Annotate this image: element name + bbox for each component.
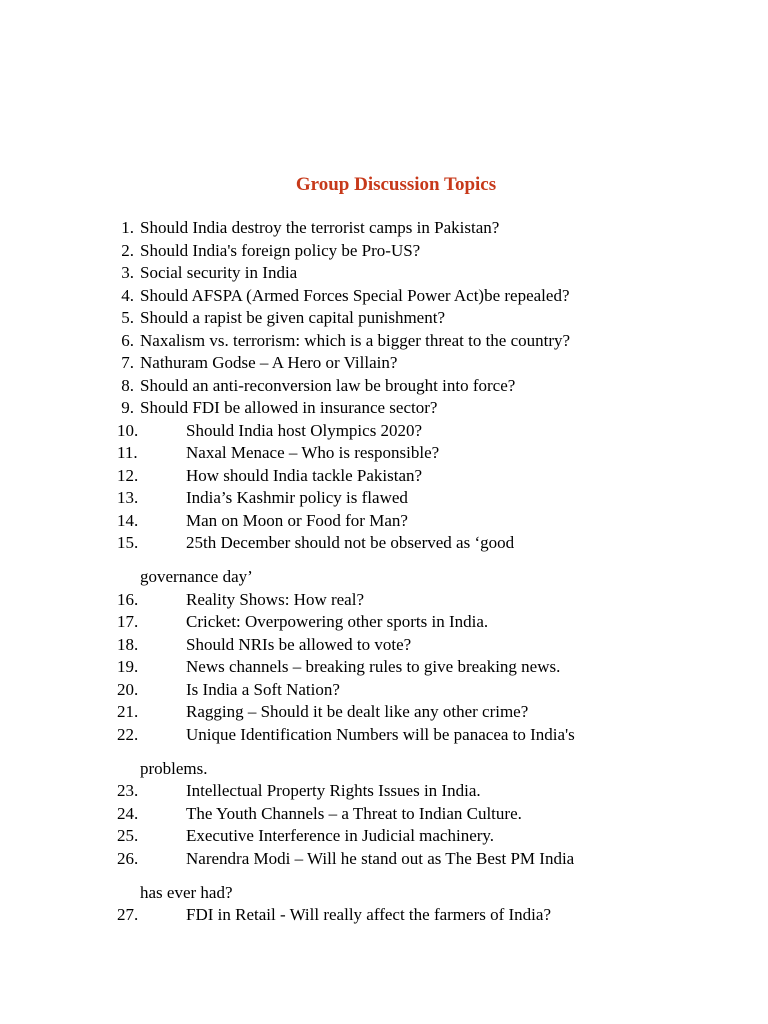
list-item-text: Is India a Soft Nation?: [186, 679, 340, 699]
list-item-number: 19.: [117, 657, 139, 676]
list-item-text: Should India's foreign policy be Pro-US?: [140, 240, 421, 260]
list-item-number: 2.: [121, 240, 134, 260]
list-item-number: 24.: [117, 803, 139, 823]
list-item-text: Should AFSPA (Armed Forces Special Power Act)be repealed?: [140, 285, 570, 305]
list-item-number: 7.: [121, 353, 134, 372]
list-item-text: Reality Shows: How real?: [186, 589, 364, 609]
list-item-number: 22.: [117, 724, 139, 744]
list-item-number: 12.: [117, 465, 139, 485]
list-item-continuation: has ever had?: [140, 882, 233, 902]
list-item-number: 8.: [121, 375, 134, 395]
list-item-text: 25th December should not be observed as ‘good: [186, 533, 515, 552]
list-item-number: 27.: [117, 905, 139, 924]
list-item-number: 9.: [121, 398, 134, 417]
list-item-number: 23.: [117, 781, 139, 800]
list-item-number: 6.: [121, 330, 134, 350]
list-item-text: Nathuram Godse – A Hero or Villain?: [140, 353, 398, 372]
list-item-number: 1.: [121, 218, 134, 237]
list-item-text: Naxal Menace – Who is responsible?: [186, 443, 440, 462]
list-item-number: 18.: [117, 634, 139, 654]
list-item-text: Naxalism vs. terrorism: which is a bigger threat to the country?: [140, 330, 571, 350]
list-item-number: 15.: [117, 533, 139, 552]
list-item-text: Social security in India: [140, 263, 298, 282]
list-item-text: Intellectual Property Rights Issues in India.: [186, 781, 481, 800]
list-item-text: Should an anti-reconversion law be brought into force?: [140, 375, 516, 395]
list-item-number: 3.: [121, 263, 134, 282]
list-item-number: 10.: [117, 420, 139, 440]
list-item-number: 16.: [117, 589, 139, 609]
list-item-continuation: governance day’: [140, 567, 253, 586]
list-item-text: Should NRIs be allowed to vote?: [186, 634, 412, 654]
list-item-number: 5.: [121, 308, 134, 327]
list-item-text: Man on Moon or Food for Man?: [186, 510, 408, 530]
list-item-text: India’s Kashmir policy is flawed: [186, 488, 408, 507]
list-item-number: 14.: [117, 510, 139, 530]
list-item-text: News channels – breaking rules to give breaking news.: [186, 657, 561, 676]
list-item-number: 11.: [117, 443, 138, 462]
list-item-number: 26.: [117, 848, 139, 868]
list-item-text: Unique Identification Numbers will be panacea to India's: [186, 724, 575, 744]
list-item-text: Ragging – Should it be dealt like any other crime?: [186, 702, 529, 721]
list-item-continuation: problems.: [140, 758, 208, 778]
list-item-number: 17.: [117, 612, 139, 631]
list-item-text: FDI in Retail - Will really affect the farmers of India?: [186, 905, 551, 924]
list-item-text: The Youth Channels – a Threat to Indian Culture.: [186, 803, 522, 823]
list-item-text: How should India tackle Pakistan?: [186, 465, 423, 485]
list-item-text: Narendra Modi – Will he stand out as The Best PM India: [186, 848, 575, 868]
list-item-text: Should a rapist be given capital punishment?: [140, 308, 445, 327]
list-item-text: Should India destroy the terrorist camps in Pakistan?: [140, 218, 500, 237]
list-item-number: 4.: [121, 285, 134, 305]
list-item-text: Cricket: Overpowering other sports in India.: [186, 612, 489, 631]
list-item-text: Should FDI be allowed in insurance sector?: [140, 398, 438, 417]
list-item-text: Should India host Olympics 2020?: [186, 420, 423, 440]
list-item-number: 25.: [117, 826, 139, 845]
list-item-number: 21.: [117, 702, 139, 721]
list-item-text: Executive Interference in Judicial machinery.: [186, 826, 495, 845]
page-title: Group Discussion Topics: [295, 174, 497, 195]
list-item-number: 13.: [117, 488, 139, 507]
list-item-number: 20.: [117, 679, 139, 699]
